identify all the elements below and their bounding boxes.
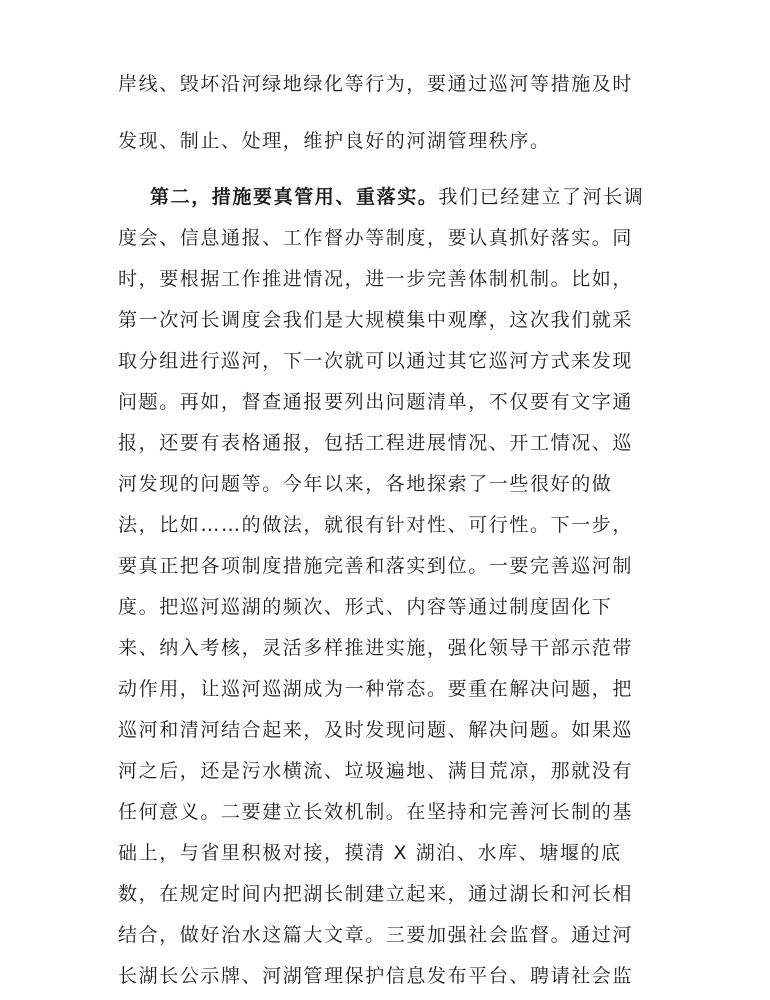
text-line: 度会、信息通报、工作督办等制度，要认真抓好落实。同 (118, 227, 634, 249)
text-line: 取分组进行巡河，下一次就可以通过其它巡河方式来发现 (118, 350, 634, 372)
text-line: 动作用，让巡河巡湖成为一种常态。要重在解决问题，把 (118, 678, 634, 700)
text-line: 发现、制止、处理，维护良好的河湖管理秩序。 (118, 130, 551, 152)
text-line: 任何意义。二要建立长效机制。在坚持和完善河长制的基 (118, 801, 634, 823)
text-line: 问题。再如，督查通报要列出问题清单，不仅要有文字通 (118, 391, 634, 413)
text-line: 础上，与省里积极对接，摸清 X 湖泊、水库、塘堰的底 (118, 842, 622, 864)
text-line: 法，比如……的做法，就很有针对性、可行性。下一步， (118, 514, 634, 536)
text-line: 岸线、毁坏沿河绿地绿化等行为，要通过巡河等措施及时 (118, 73, 634, 95)
text-line: 巡河和清河结合起来，及时发现问题、解决问题。如果巡 (118, 719, 634, 741)
paragraph-start-line (150, 184, 644, 210)
text-line: 数，在规定时间内把湖长制建立起来，通过湖长和河长相 (118, 883, 634, 905)
text-line: 结合，做好治水这篇大文章。三要加强社会监督。通过河 (118, 924, 634, 946)
text-line: 度。把巡河巡湖的频次、形式、内容等通过制度固化下 (118, 596, 613, 618)
section-heading: 第二，措施要真管用、重落实。 (150, 186, 439, 208)
text-line: 第一次河长调度会我们是大规模集中观摩，这次我们就采 (118, 309, 634, 331)
text-line: 要真正把各项制度措施完善和落实到位。一要完善巡河制 (118, 555, 634, 577)
text-line: 来、纳入考核，灵活多样推进实施，强化领导干部示范带 (118, 637, 634, 659)
text-line: 长湖长公示牌、河湖管理保护信息发布平台、聘请社会监 (118, 965, 634, 987)
text-line: 河之后，还是污水横流、垃圾遍地、满目荒凉，那就没有 (118, 760, 634, 782)
text-line: 报，还要有表格通报，包括工程进展情况、开工情况、巡 (118, 432, 634, 454)
text-line: 河发现的问题等。今年以来，各地探索了一些很好的做 (118, 473, 613, 495)
text-line-rest: 我们已经建立了河长调 (438, 186, 645, 208)
text-line: 时，要根据工作推进情况，进一步完善体制机制。比如， (118, 268, 634, 290)
